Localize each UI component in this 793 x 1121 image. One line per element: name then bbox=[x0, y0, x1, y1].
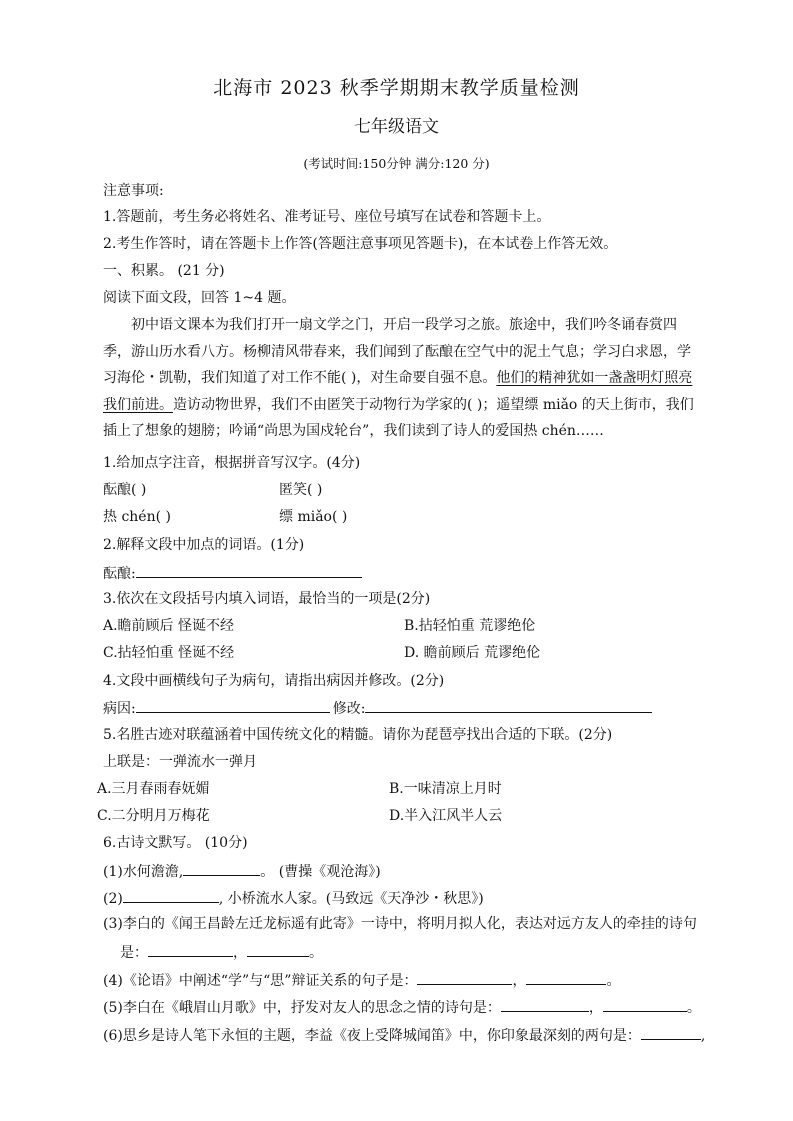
answer-blank[interactable] bbox=[136, 562, 362, 578]
question-6-item-5 bbox=[103, 996, 701, 1018]
question-4-fix-label: 修改: bbox=[332, 701, 366, 717]
question-6-item-3-line-1: (3)李白的《闻王昌龄左迁龙标遥有此寄》一诗中，将明月拟人化，表达对远方友人的牵挂的诗句 bbox=[103, 916, 697, 932]
question-5-stem: 5.名胜古迹对联蕴涵着中国传统文化的精髓。请你为琵琶亭找出合适的下联。(2分) bbox=[103, 727, 613, 743]
item-2-suffix: , 小桥流水人家。(马致远《天净沙・秋思》) bbox=[218, 891, 484, 907]
question-3-option-b: B.拈轻怕重 荒谬绝伦 bbox=[404, 618, 536, 634]
question-1-item-b: 匿笑( ) bbox=[279, 482, 323, 498]
item-6-end: , bbox=[700, 1028, 706, 1044]
question-6-stem: 6.古诗文默写。 (10分) bbox=[103, 835, 248, 851]
question-3-stem: 3.依次在文段括号内填入词语，最恰当的一项是(2分) bbox=[103, 591, 431, 607]
answer-blank[interactable] bbox=[501, 996, 589, 1012]
item-4-separator: ， bbox=[512, 973, 527, 989]
question-4-stem: 4.文段中画横线句子为病句，请指出病因并修改。(2分) bbox=[103, 673, 445, 689]
exam-subtitle: 七年级语文 bbox=[354, 117, 439, 137]
question-5-option-c: C.二分明月万梅花 bbox=[97, 808, 210, 824]
exam-title: 北海市 2023 秋季学期期末教学质量检测 bbox=[213, 77, 580, 99]
question-1-item-d: 缥 miǎo( ) bbox=[279, 509, 348, 525]
notes-heading: 注意事项: bbox=[103, 183, 164, 199]
answer-blank[interactable] bbox=[183, 860, 260, 876]
fix-blank[interactable] bbox=[365, 697, 652, 713]
section-heading: 一、积累。 (21 分) bbox=[103, 263, 225, 279]
cause-blank[interactable] bbox=[136, 697, 330, 713]
item-3-prefix: 是： bbox=[120, 945, 148, 961]
question-6-item-2 bbox=[103, 887, 484, 909]
answer-blank[interactable] bbox=[641, 1024, 701, 1040]
question-1-item-c: 热 chén( ) bbox=[103, 509, 171, 525]
item-5-separator: ， bbox=[588, 1000, 603, 1016]
question-6-item-1 bbox=[103, 860, 381, 882]
question-4-cause-label: 病因: bbox=[103, 701, 136, 717]
answer-blank[interactable] bbox=[603, 996, 687, 1012]
item-5-end: 。 bbox=[686, 1000, 701, 1016]
question-3-option-c: C.拈轻怕重 怪诞不经 bbox=[103, 645, 235, 661]
question-2-answer-line bbox=[103, 562, 362, 584]
item-4-end: 。 bbox=[606, 973, 621, 989]
answer-blank[interactable] bbox=[247, 941, 309, 957]
question-5-option-b: B.一味清凉上月时 bbox=[389, 781, 502, 797]
passage-part-2: 造访动物世界，我们不由匿笑于动物行为学家的( )；遥望缥 miǎo 的天上街市，我们插上了想象的翅膀；吟诵“尚思为国戍轮台”，我们读到了诗人的爱国热 chén…… bbox=[103, 396, 694, 440]
question-2-label: 酝酿: bbox=[103, 566, 136, 582]
item-3-end: 。 bbox=[309, 945, 323, 961]
question-6-item-6 bbox=[103, 1024, 705, 1046]
question-2-stem: 2.解释文段中加点的词语。(1分) bbox=[103, 537, 305, 553]
question-5-option-d: D.半入江风半人云 bbox=[389, 808, 503, 824]
item-3-separator: ， bbox=[233, 945, 247, 961]
item-6-prefix: (6)思乡是诗人笔下永恒的主题，李益《夜上受降城闻笛》中，你印象最深刻的两句是： bbox=[103, 1028, 641, 1044]
notes-item-2: 2.考生作答时，请在答题卡上作答(答题注意事项见答题卡)，在本试卷上作答无效。 bbox=[103, 236, 618, 252]
notes-item-1: 1.答题前，考生务必将姓名、准考证号、座位号填写在试卷和答题卡上。 bbox=[103, 209, 551, 225]
question-5-option-a: A.三月春雨春妩媚 bbox=[97, 781, 210, 797]
answer-blank[interactable] bbox=[148, 941, 233, 957]
item-2-prefix: (2) bbox=[103, 891, 123, 907]
reading-instruction: 阅读下面文段，回答 1~4 题。 bbox=[103, 290, 296, 306]
question-4-answer-line bbox=[103, 697, 652, 719]
item-5-prefix: (5)李白在《峨眉山月歌》中，抒发对友人的思念之情的诗句是： bbox=[103, 1000, 501, 1016]
passage-underlined-sentence: 他们的精神犹如一盏盏明灯照亮我们前进。 bbox=[103, 370, 693, 413]
item-1-prefix: (1)水何澹澹, bbox=[103, 864, 184, 880]
passage-part-1: 初中语文课本为我们打开一扇文学之门，开启一段学习之旅。旅途中，我们吟冬诵春赏四季，游山历水看八方。杨柳清风带春来，我们闻到了酝酿在空气中的泥土气息；学习白求恩，学习海伦・凯勒，我们知道了对工作不能( )，对生命要自强不息。 bbox=[103, 317, 691, 387]
question-6-item-3-line-2 bbox=[120, 941, 323, 963]
question-3-option-a: A.瞻前顾后 怪诞不经 bbox=[103, 618, 235, 634]
answer-blank[interactable] bbox=[526, 969, 606, 985]
question-6-item-4 bbox=[103, 969, 620, 991]
item-1-suffix: 。 (曹操《观沧海》) bbox=[260, 864, 381, 880]
reading-passage bbox=[103, 312, 703, 445]
question-3-option-d: D. 瞻前顾后 荒谬绝伦 bbox=[404, 645, 541, 661]
answer-blank[interactable] bbox=[417, 969, 512, 985]
answer-blank[interactable] bbox=[123, 887, 219, 903]
question-1-item-a: 酝酿( ) bbox=[103, 482, 147, 498]
item-4-prefix: (4)《论语》中阐述“学”与“思”辩证关系的句子是： bbox=[103, 973, 418, 989]
question-1-stem: 1.给加点字注音，根据拼音写汉字。(4分) bbox=[103, 455, 361, 471]
exam-info: (考试时间:150分钟 满分:120 分) bbox=[303, 156, 490, 171]
question-5-upper-couplet: 上联是：一弹流水一弹月 bbox=[103, 754, 257, 770]
